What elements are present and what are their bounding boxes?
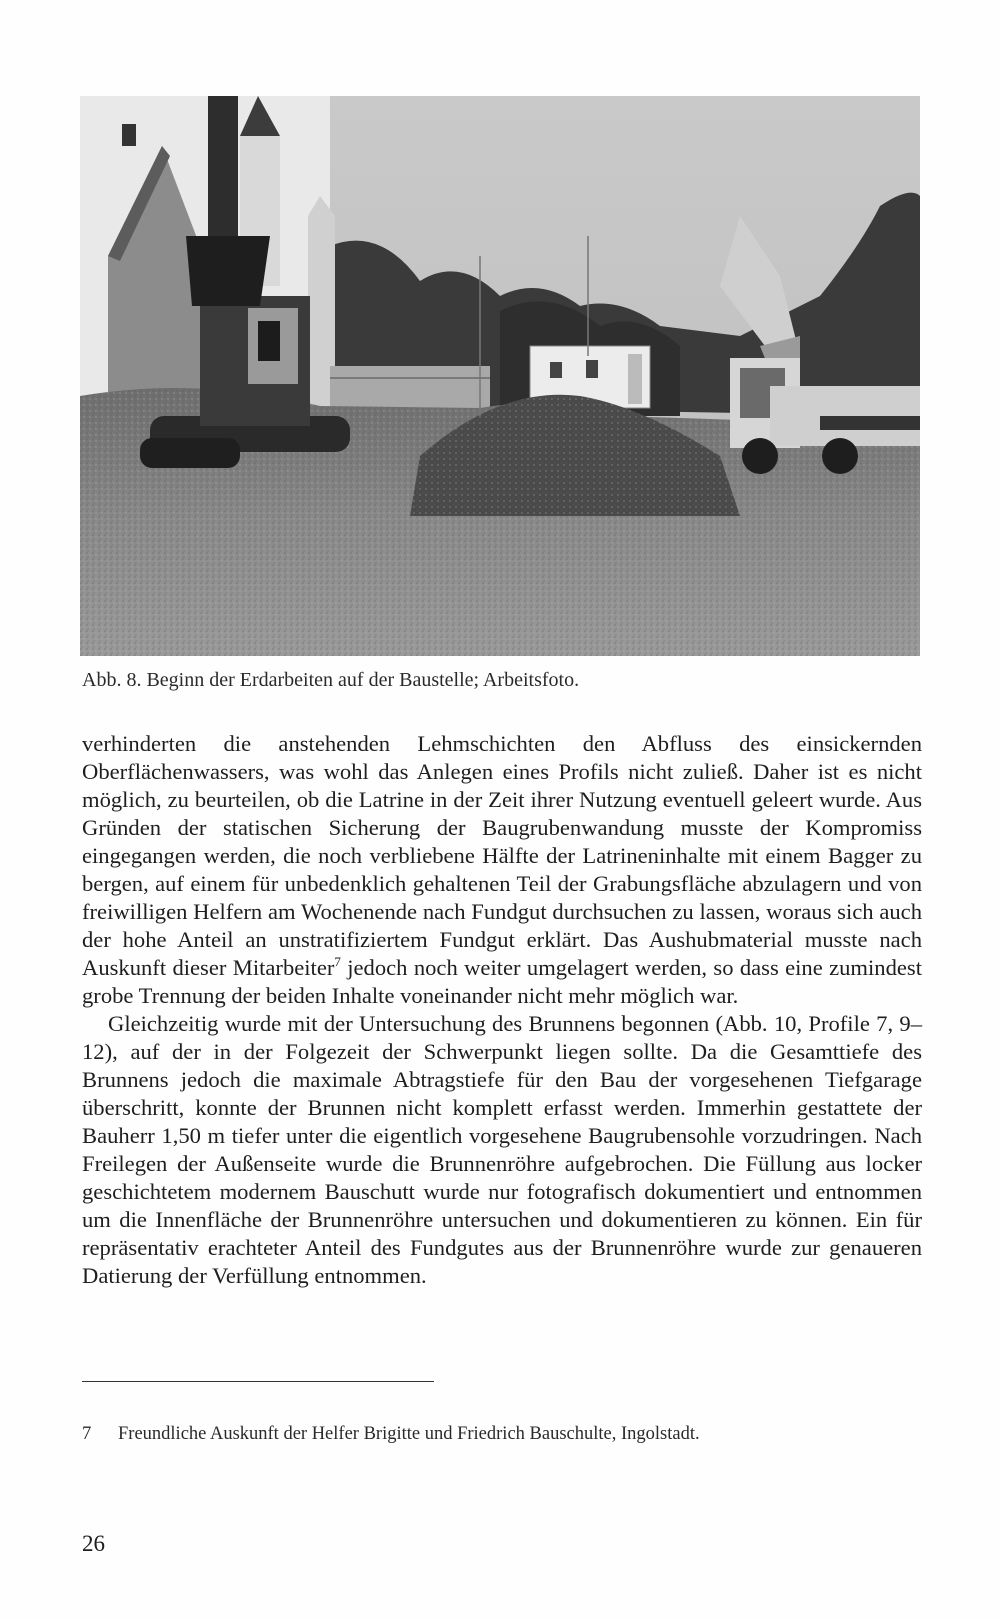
figure-caption: Abb. 8. Beginn der Erdarbeiten auf der Baustelle; Arbeitsfoto. xyxy=(82,669,580,691)
footnote-separator xyxy=(82,1381,434,1382)
paragraph-1-text-b: jedoch noch weiter umgelagert werden, so dass eine zumindest grobe Trennung der beiden Inhalte voneinander nicht mehr möglich war. xyxy=(82,955,922,1008)
page-number: 26 xyxy=(82,1531,105,1556)
footnote-number: 7 xyxy=(82,1424,92,1444)
footnote-reference[interactable]: 7 xyxy=(334,954,341,969)
paragraph-2-text: Gleichzeitig wurde mit der Untersuchung des Brunnens begonnen (Abb. 10, Profile 7, 9–12), auf der in der Folgezeit der Schwerpunkt liegen sollte. Da die Gesamttiefe des Brunnens jedoch die maximale Abtragstiefe für den Bau der vorgesehenen Tiefgarage überschritt, konnte der Brunnen nicht komplett erfasst werden. Immerhin gestattete der Bauherr 1,50 m tiefer unter die eigentlich vorgesehene Baugrubensohle vorzudringen. Nach Freilegen der Außenseite wurde die Brunnenröhre aufgebrochen. Die Füllung aus locker geschichtetem modernem Bauschutt wurde nur fotografisch dokumentiert und entnommen um die Innenfläche der Brunnenröhre untersuchen und dokumentieren zu können. Ein für repräsentativ erachteter Anteil des Fundgutes aus der Brunnenröhre wurde zur genaueren Datierung der Verfüllung entnommen. xyxy=(82,1011,922,1288)
footnote-text: Freundliche Auskunft der Helfer Brigitte und Friedrich Bauschulte, Ingolstadt. xyxy=(118,1424,700,1444)
paragraph-1 xyxy=(82,730,922,1010)
figure-photo xyxy=(80,96,920,656)
paragraph-1-text-a: verhinderten die anstehenden Lehmschichten den Abfluss des einsickernden Oberflächenwassers, was wohl das Anlegen eines Profils nicht zuließ. Daher ist es nicht möglich, zu beurteilen, ob die Latrine in der Zeit ihrer Nutzung eventuell geleert wurde. Aus Gründen der statischen Sicherung der Baugrubenwandung musste der Kompromiss eingegangen werden, die noch verbliebene Hälfte der Latrineninhalte mit einem Bagger zu bergen, auf einem für unbedenklich gehaltenen Teil der Grabungsfläche abzulagern und von freiwilligen Helfern am Wochenende nach Fundgut durchsuchen zu lassen, woraus sich auch der hohe Anteil an unstratifiziertem Fundgut erklärt. Das Aushubmaterial musste nach Auskunft dieser Mitarbeiter xyxy=(82,731,922,980)
footnote xyxy=(82,1422,922,1446)
body-text xyxy=(82,730,922,1290)
paragraph-2 xyxy=(82,1010,922,1290)
